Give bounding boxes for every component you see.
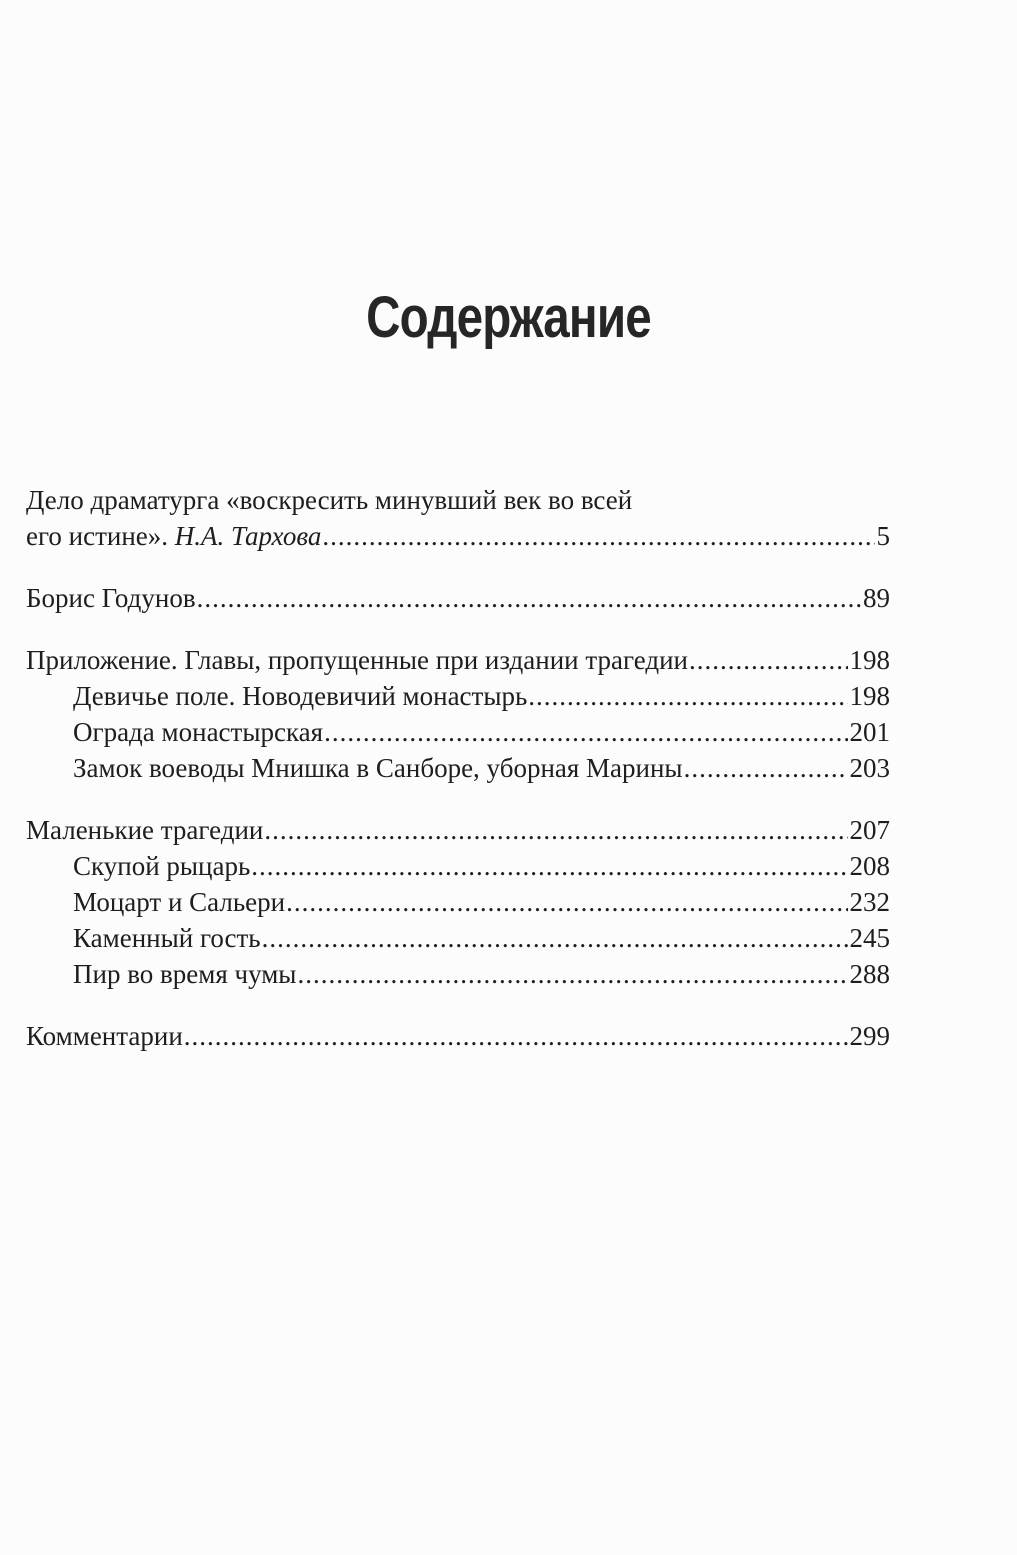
dot-leader: [297, 956, 847, 992]
toc-entry-essay[interactable]: [26, 518, 890, 554]
toc-entry-page: 198: [849, 681, 890, 711]
dot-leader: [322, 518, 874, 554]
dot-leader: [689, 642, 848, 678]
toc-entry-page: 198: [849, 645, 890, 675]
dot-leader: [184, 1018, 848, 1054]
dot-leader: [528, 678, 847, 714]
toc-group-boris: [26, 580, 890, 616]
toc-entry-label: Ограда монастырская: [73, 717, 324, 747]
dot-leader: [197, 580, 861, 616]
toc-subentry[interactable]: [26, 848, 890, 884]
toc-entry-page: 245: [849, 923, 890, 953]
toc-entry-label: Приложение. Главы, пропущенные при издании трагедии: [26, 645, 688, 675]
toc-entry-label: Каменный гость: [73, 923, 261, 953]
toc-subentry[interactable]: [26, 714, 890, 750]
toc-entry-page: 5: [876, 521, 890, 551]
toc-group-little-tragedies: [26, 812, 890, 992]
toc-group-comments: [26, 1018, 890, 1054]
toc-entry-page: 208: [849, 851, 890, 881]
toc-entry-label: Моцарт и Сальери: [73, 887, 286, 917]
toc-entry-comments[interactable]: [26, 1018, 890, 1054]
toc-entry-little-tragedies[interactable]: [26, 812, 890, 848]
toc-entry-label: Скупой рыцарь: [73, 851, 251, 881]
toc-entry-label: Борис Годунов: [26, 583, 196, 613]
table-of-contents: [26, 482, 890, 1080]
toc-entry-essay-line1: Дело драматурга «воскресить минувший век во всей: [26, 485, 633, 515]
toc-entry-label: Девичье поле. Новодевичий монастырь: [73, 681, 528, 711]
dot-leader: [684, 750, 848, 786]
toc-entry-label: Маленькие трагедии: [26, 815, 264, 845]
dot-leader: [264, 812, 847, 848]
dot-leader: [286, 884, 847, 920]
toc-entry-appendix[interactable]: [26, 642, 890, 678]
toc-entry-label: [26, 518, 321, 554]
toc-entry-page: 288: [849, 959, 890, 989]
toc-group-appendix: [26, 642, 890, 786]
toc-entry-label: Замок воеводы Мнишка в Санборе, уборная Марины: [73, 753, 683, 783]
dot-leader: [262, 920, 848, 956]
toc-subentry[interactable]: [26, 750, 890, 786]
toc-entry-boris[interactable]: [26, 580, 890, 616]
toc-entry-page: 299: [849, 1021, 890, 1051]
toc-entry-page: 207: [849, 815, 890, 845]
toc-entry-essay-line2: его истине».: [26, 521, 169, 551]
toc-entry-label: Комментарии: [26, 1021, 183, 1051]
toc-entry-page: 201: [849, 717, 890, 747]
toc-subentry[interactable]: [26, 678, 890, 714]
toc-entry-author: Н.А. Тархова: [174, 521, 322, 551]
page-title: Содержание: [366, 285, 651, 350]
toc-subentry[interactable]: [26, 920, 890, 956]
toc-entry-page: 89: [863, 583, 890, 613]
dot-leader: [251, 848, 847, 884]
toc-group-essay: [26, 482, 890, 554]
toc-entry-page: 203: [849, 753, 890, 783]
toc-subentry[interactable]: [26, 884, 890, 920]
toc-subentry[interactable]: [26, 956, 890, 992]
toc-entry-label: Пир во время чумы: [73, 959, 297, 989]
dot-leader: [324, 714, 847, 750]
toc-entry-page: 232: [849, 887, 890, 917]
